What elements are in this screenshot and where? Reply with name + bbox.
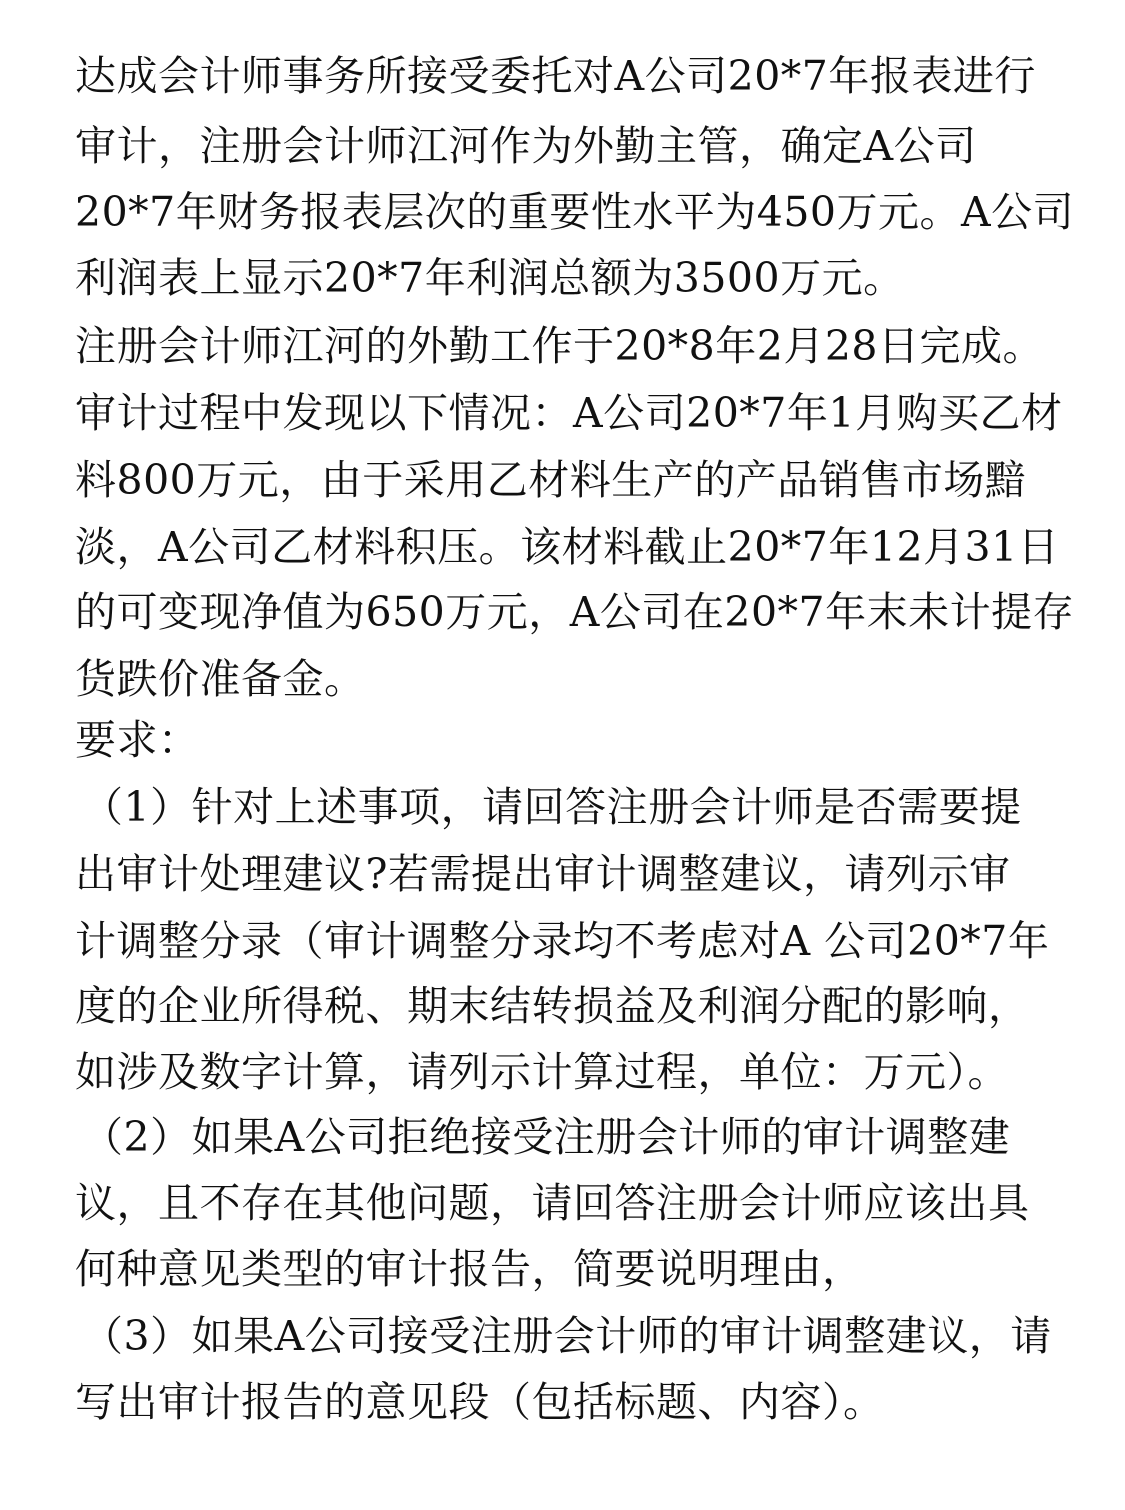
question-1-line-4: 度的企业所得税、期末结转损益及利润分配的影响， bbox=[75, 982, 1030, 1030]
question-1-line-2: 出审计处理建议?若需提出审计调整建议，请列示审 bbox=[75, 850, 1011, 898]
question-1-line-1: （1）针对上述事项，请回答注册会计师是否需要提 bbox=[82, 783, 1022, 831]
question-1-line-5: 如涉及数字计算，请列示计算过程，单位：万元）。 bbox=[75, 1048, 1009, 1096]
text-line-1: 达成会计师事务所接受委托对A公司20*7年报表进行 bbox=[75, 52, 1036, 100]
text-line-7: 料800万元，由于采用乙材料生产的产品销售市场黯 bbox=[75, 456, 1027, 504]
text-line-6: 审计过程中发现以下情况：A公司20*7年1月购买乙材 bbox=[75, 389, 1063, 437]
text-line-4: 利润表上显示20*7年利润总额为3500万元。 bbox=[75, 254, 905, 302]
text-line-9: 的可变现净值为650万元，A公司在20*7年末未计提存 bbox=[75, 588, 1075, 636]
question-2-line-3: 何种意见类型的审计报告，简要说明理由， bbox=[75, 1245, 864, 1293]
question-3-line-1: （3）如果A公司接受注册会计师的审计调整建议，请 bbox=[82, 1312, 1052, 1360]
text-line-10: 货跌价准备金。 bbox=[75, 655, 366, 703]
question-2-line-2: 议，且不存在其他问题，请回答注册会计师应该出具 bbox=[75, 1179, 1030, 1227]
requirements-heading: 要求： bbox=[75, 716, 200, 764]
text-line-8: 淡，A公司乙材料积压。该材料截止20*7年12月31日 bbox=[75, 523, 1060, 571]
question-3-line-2: 写出审计报告的意见段（包括标题、内容）。 bbox=[75, 1378, 885, 1426]
question-2-line-1: （2）如果A公司拒绝接受注册会计师的审计调整建 bbox=[82, 1113, 1011, 1161]
text-line-3: 20*7年财务报表层次的重要性水平为450万元。A公司 bbox=[75, 188, 1075, 236]
question-1-line-3: 计调整分录（审计调整分录均不考虑对A 公司20*7年 bbox=[75, 917, 1050, 965]
text-line-2: 审计，注册会计师江河作为外勤主管，确定A公司 bbox=[75, 122, 977, 170]
text-line-5: 注册会计师江河的外勤工作于20*8年2月28日完成。 bbox=[75, 322, 1045, 370]
